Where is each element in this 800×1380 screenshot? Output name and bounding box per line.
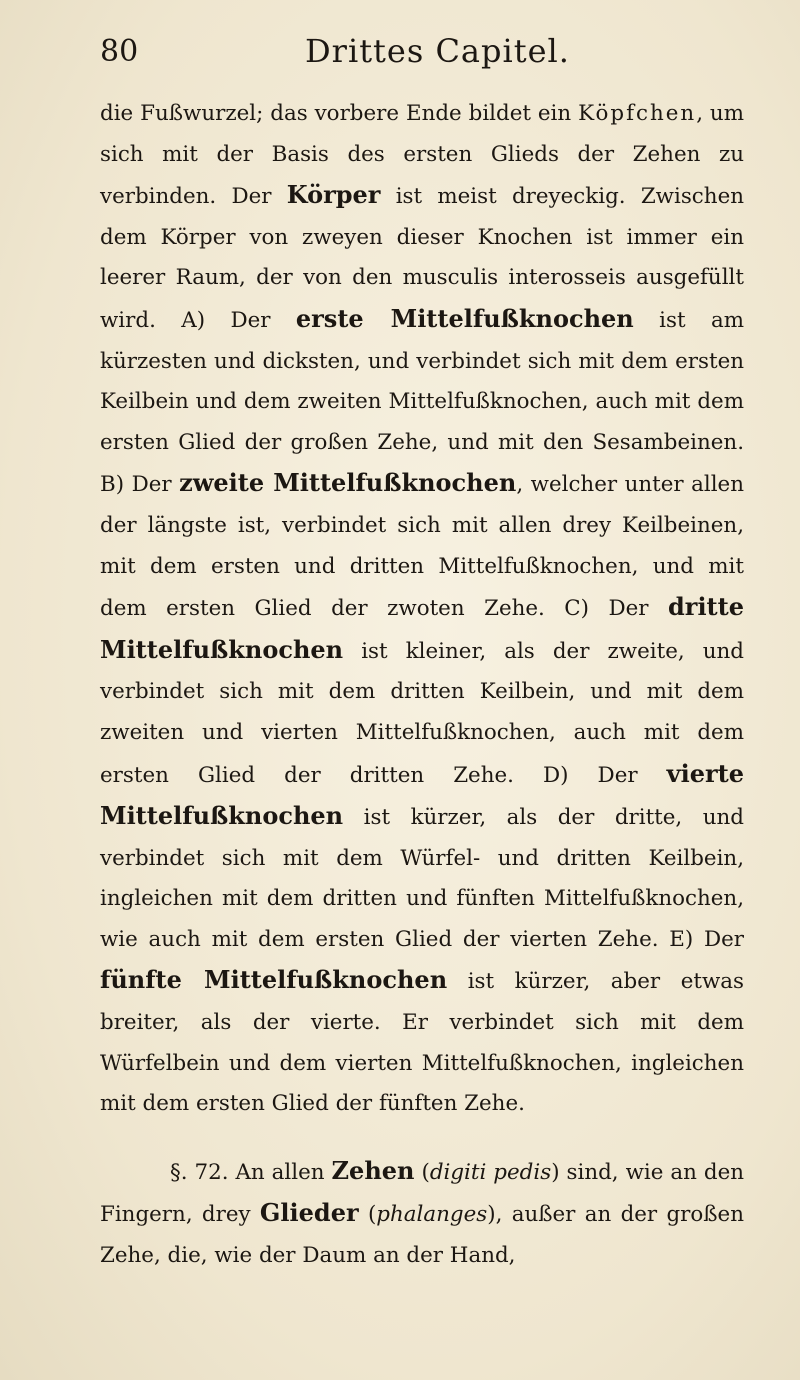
running-head: Drittes Capitel.: [305, 32, 570, 70]
body-text: [100, 94, 744, 1277]
text-run: ist kürzer, als der dritte, und verbindet sich mit dem Würfel- und dritten Keilbein, ingleichen mit dem dritten und fünften Mittelfußknochen, wie auch mit dem ersten Glied der vierten Zehe. E) Der: [100, 805, 744, 952]
term-koerper: Körper: [286, 180, 381, 210]
text-run: §. 72. An allen: [170, 1159, 332, 1185]
term-second-metatarsal: zweite Mittelfußknochen: [179, 468, 517, 498]
paragraph-section-72: [100, 1151, 744, 1277]
paragraph-metatarsals: [100, 94, 744, 1125]
page-header: [100, 20, 744, 80]
text-run: , welcher unter allen der längste ist, verbindet sich mit allen drey Keilbeinen, mit dem ersten und dritten Mittelfußknochen, und mit dem ersten Glied der zwoten Zehe. C) Der: [100, 472, 744, 622]
term-koepfchen: Köpfchen: [578, 101, 697, 126]
text-run: ) sind, wie an den Fingern, drey: [100, 1159, 744, 1228]
text-run: ist meist dreyeckig. Zwischen dem Körper von zweyen dieser Knochen ist immer ein leerer Raum, der von den musculis interosseis ausgefüllt wird. A) Der: [100, 184, 744, 333]
text-run: ist am kürzesten und dicksten, und verbindet sich mit dem ersten Keilbein und dem zweiten Mittelfußknochen, auch mit dem ersten Glied der großen Zehe, und mit den Sesambeinen. B) Der: [100, 307, 744, 498]
latin-term: phalanges: [376, 1202, 488, 1228]
term-third-metatarsal: dritte Mittelfußknochen: [100, 592, 744, 664]
text-run: ist kürzer, aber etwas breiter, als der vierte. Er verbindet sich mit dem Würfelbein und dem vierten Mittelfußknochen, ingleichen mit dem ersten Glied der fünften Zehe.: [100, 969, 744, 1117]
term-fifth-metatarsal: fünfte Mittelfußknochen: [100, 965, 448, 995]
latin-term: digiti pedis: [429, 1159, 552, 1185]
text-run: ), außer an der großen Zehe, die, wie der Daum an der Hand,: [100, 1202, 744, 1269]
term-fourth-metatarsal: vierte Mittelfußknochen: [100, 758, 744, 831]
text-run: (: [358, 1202, 377, 1228]
term-first-metatarsal: erste Mittelfußknochen: [295, 303, 634, 333]
term-glieder: Glieder: [259, 1198, 359, 1228]
text-run: ist kleiner, als der zweite, und verbindet sich mit dem dritten Keilbein, und mit dem zweiten und vierten Mittelfußknochen, auch mit dem ersten Glied der dritten Zehe. D) Der: [100, 638, 744, 788]
page-number: 80: [100, 34, 139, 69]
text-run: , um sich mit der Basis des ersten Glieds der Zehen zu verbinden. Der: [100, 101, 744, 210]
text-run: die Fußwurzel; das vorbere Ende bildet ein: [100, 101, 579, 126]
text-run: (: [414, 1159, 430, 1185]
term-zehen: Zehen: [331, 1155, 415, 1185]
